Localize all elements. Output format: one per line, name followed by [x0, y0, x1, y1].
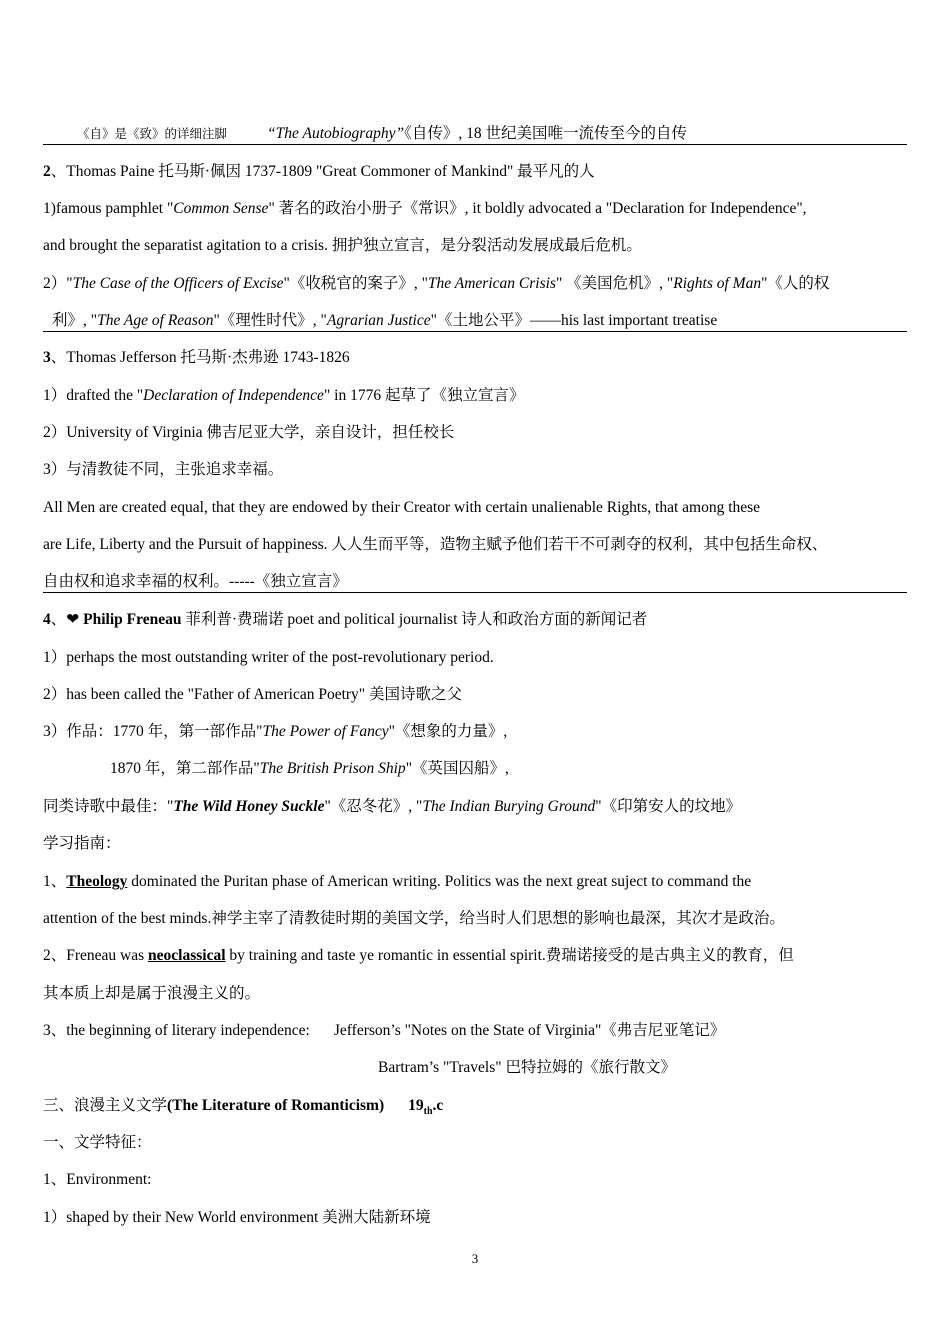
heading-literary-features: 一、文学特征：: [43, 1134, 152, 1151]
line-new-world: 1）shaped by their New World environment 美洲大陆新环境: [43, 1209, 431, 1226]
line-neoclassical: 2、Freneau was neoclassical by training and taste ye romantic in essential spirit.费瑞诺接受的是古典主义的教育，但: [43, 947, 794, 964]
line-university: 2）University of Virginia 佛吉尼亚大学，亲自设计，担任校长: [43, 424, 455, 441]
line-paine-works-cont: 利》, "The Age of Reason"《理性时代》, "Agrarian Justice"《土地公平》——his last important treatise: [43, 311, 907, 332]
line-father-poetry: 2）has been called the "Father of American Poetry" 美国诗歌之父: [43, 686, 462, 703]
line-common-sense: 1)famous pamphlet "Common Sense" 著名的政治小册子《常识》, it boldly advocated a "Declaration for Independence",: [43, 200, 807, 217]
heading-thomas-jefferson: 3、Thomas Jefferson 托马斯·杰弗逊 1743-1826: [43, 349, 350, 366]
line-autobiography: 《自》是《致》的详细注脚 “The Autobiography”《自传》, 18 世纪美国唯一流传至今的自传: [43, 124, 907, 145]
line-works-1870: 1870 年，第二部作品"The British Prison Ship"《英国囚船》,: [110, 760, 509, 777]
heading-philip-freneau: 4、❤ Philip Freneau 菲利普·费瑞诺 poet and political journalist 诗人和政治方面的新闻记者: [43, 611, 648, 628]
line-neoclassical-cont: 其本质上却是属于浪漫主义的。: [43, 985, 261, 1002]
line-works-1770: 3）作品：1770 年，第一部作品"The Power of Fancy"《想象的力量》,: [43, 723, 508, 740]
line-declaration: 1）drafted the "Declaration of Independence" in 1776 起草了《独立宣言》: [43, 387, 525, 404]
line-theology-cont: attention of the best minds.神学主宰了清教徒时期的美国文学，给当时人们思想的影响也最深，其次才是政治。: [43, 910, 785, 927]
line-best-poems: 同类诗歌中最佳："The Wild Honey Suckle"《忍冬花》, "The Indian Burying Ground"《印第安人的坟地》: [43, 798, 742, 815]
heading-thomas-paine: 2、Thomas Paine 托马斯·佩因 1737-1809 "Great Commoner of Mankind" 最平凡的人: [43, 163, 595, 180]
heading-study-guide: 学习指南：: [43, 835, 121, 852]
line-quote-3: 自由权和追求幸福的权利。-----《独立宣言》: [43, 572, 907, 593]
line-separatist: and brought the separatist agitation to a crisis. 拥护独立宣言，是分裂活动发展成最后危机。: [43, 237, 642, 254]
line-paine-works: 2）"The Case of the Officers of Excise"《收税官的案子》, "The American Crisis" 《美国危机》, "Rights of Man"《人的权: [43, 275, 830, 292]
line-theology: 1、Theology dominated the Puritan phase of American writing. Politics was the next great suject to command the: [43, 873, 752, 890]
line-outstanding-writer: 1）perhaps the most outstanding writer of the post-revolutionary period.: [43, 649, 494, 666]
line-happiness: 3）与清教徒不同，主张追求幸福。: [43, 461, 284, 478]
line-bartram: Bartram’s "Travels" 巴特拉姆的《旅行散文》: [378, 1059, 676, 1076]
page-number: 3: [471, 1251, 479, 1266]
heading-romanticism: 三、浪漫主义文学(The Literature of Romanticism) $19_{th}.c$: [43, 1097, 444, 1118]
line-quote-2: are Life, Liberty and the Pursuit of happiness. 人人生而平等，造物主赋予他们若干不可剥夺的权利，其中包括生命权、: [43, 536, 828, 553]
heading-environment: 1、Environment:: [43, 1171, 152, 1188]
line-quote-1: All Men are created equal, that they are endowed by their Creator with certain unalienable Rights, that among these: [43, 499, 761, 516]
line-literary-independence: 3、the beginning of literary independence: Jefferson’s "Notes on the State of Virginia"《弗吉尼亚笔记》: [43, 1022, 726, 1039]
